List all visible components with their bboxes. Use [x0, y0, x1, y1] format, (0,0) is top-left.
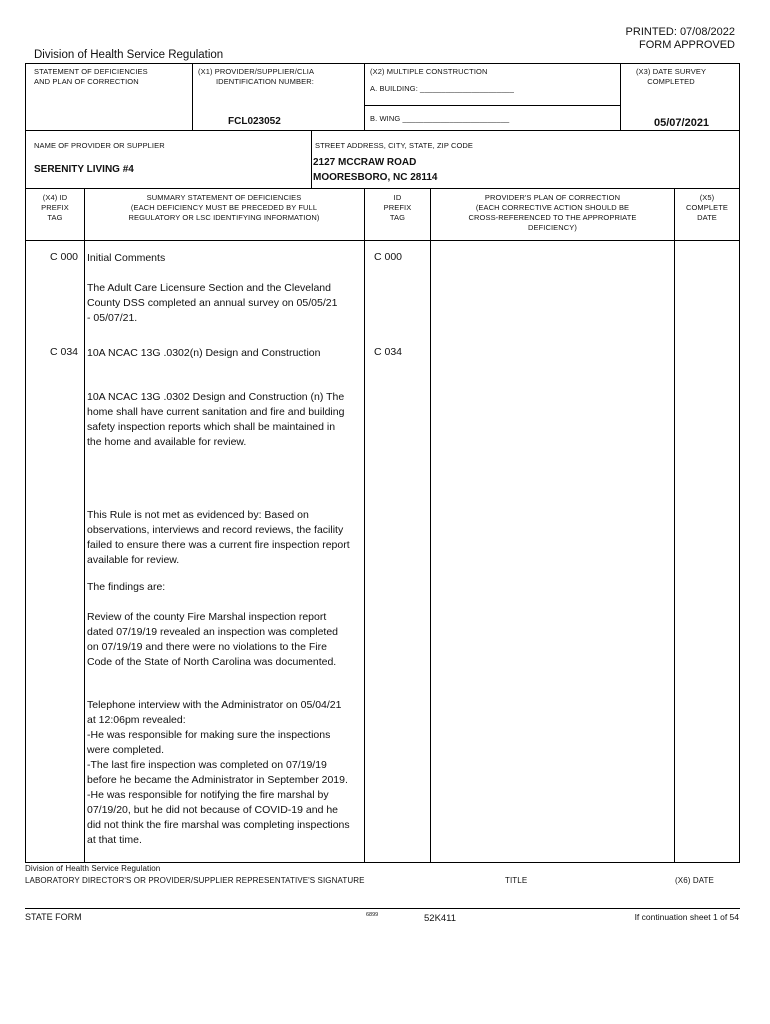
- address-label: STREET ADDRESS, CITY, STATE, ZIP CODE: [315, 141, 474, 150]
- id-header: ID PREFIX TAG: [383, 193, 412, 222]
- tag-c034-right: C 034: [374, 346, 403, 358]
- continuation-sheet: If continuation sheet 1 of 54: [634, 912, 739, 922]
- entry-paragraph-interview: Telephone interview with the Administrator on 05/04/21 at 12:06pm revealed: -He was responsible for making sure the inspections were completed. -The last fire inspection was completed on 07/19/19 before he became the Administrator in September 2019. -He was responsible for notifying the fire marshal by 07/19/20, but he did not because of COVID-19 and he did not think the fire marshal was completing inspections at that time.: [87, 699, 350, 846]
- form-approved: FORM APPROVED: [639, 39, 735, 51]
- provider-label: NAME OF PROVIDER OR SUPPLIER: [34, 141, 165, 150]
- tag-c034: C 034: [50, 346, 79, 358]
- summary-header: SUMMARY STATEMENT OF DEFICIENCIES (EACH DEFICIENCY MUST BE PRECEDED BY FULL REGULATORY OR LSC IDENTIFYING INFORMATION): [128, 193, 320, 222]
- x1-label: (X1) PROVIDER/SUPPLIER/CLIA IDENTIFICATION NUMBER:: [198, 67, 315, 86]
- signature-label: LABORATORY DIRECTOR'S OR PROVIDER/SUPPLIER REPRESENTATIVE'S SIGNATURE: [25, 876, 365, 885]
- plan-header: PROVIDER'S PLAN OF CORRECTION (EACH CORRECTIVE ACTION SHOULD BE CROSS-REFERENCED TO THE APPROPRIATE DEFICIENCY): [468, 193, 637, 232]
- provider-name: SERENITY LIVING #4: [34, 164, 134, 175]
- x2-label: (X2) MULTIPLE CONSTRUCTION: [370, 67, 488, 76]
- x3-label: (X3) DATE SURVEY COMPLETED: [635, 67, 707, 86]
- entry-paragraph: This Rule is not met as evidenced by: Based on observations, interviews and record reviews, the facility failed to ensure there was a current fire inspection report available for review.: [87, 509, 350, 566]
- form-number: 6899: [366, 912, 379, 918]
- x5-header: (X5) COMPLETE DATE: [685, 193, 729, 222]
- survey-date: 05/07/2021: [654, 117, 710, 129]
- entry-paragraph: 10A NCAC 13G .0302 Design and Construction (n) The home shall have current sanitation and fire and building safety inspection reports which shall be maintained in the home and available for review.: [87, 391, 345, 448]
- entry-paragraph: The Adult Care Licensure Section and the Cleveland County DSS completed an annual survey on 05/05/21 - 05/07/21.: [87, 282, 338, 324]
- tag-c000: C 000: [50, 251, 79, 263]
- title-label: TITLE: [505, 876, 528, 885]
- statement-label: STATEMENT OF DEFICIENCIES AND PLAN OF CORRECTION: [34, 67, 148, 86]
- address-line1: 2127 MCCRAW ROAD: [313, 157, 417, 168]
- event-id: 52K411: [424, 913, 457, 924]
- entry-paragraph: Review of the county Fire Marshal inspection report dated 07/19/19 revealed an inspection was completed on 07/19/19 and there were no violations to the Fire Code of the State of North Carolina was documented.: [87, 611, 339, 668]
- entry-paragraph: The findings are:: [87, 581, 166, 593]
- state-form-label: STATE FORM: [25, 912, 82, 922]
- entry-title-c034: 10A NCAC 13G .0302(n) Design and Construction: [87, 347, 321, 359]
- footer-agency: Division of Health Service Regulation: [25, 864, 161, 873]
- agency-header: Division of Health Service Regulation: [34, 49, 224, 61]
- x2-wing: B. WING _________________________: [370, 114, 510, 123]
- provider-id: FCL023052: [228, 116, 281, 127]
- entry-title-initial: Initial Comments: [87, 252, 166, 264]
- tag-c000-right: C 000: [374, 251, 403, 263]
- x2-building: A. BUILDING: ______________________: [370, 84, 515, 93]
- printed-date: PRINTED: 07/08/2022: [625, 26, 735, 38]
- address-line2: MOORESBORO, NC 28114: [313, 172, 438, 183]
- x4-header: (X4) ID PREFIX TAG: [41, 193, 69, 222]
- x6-date-label: (X6) DATE: [675, 876, 714, 885]
